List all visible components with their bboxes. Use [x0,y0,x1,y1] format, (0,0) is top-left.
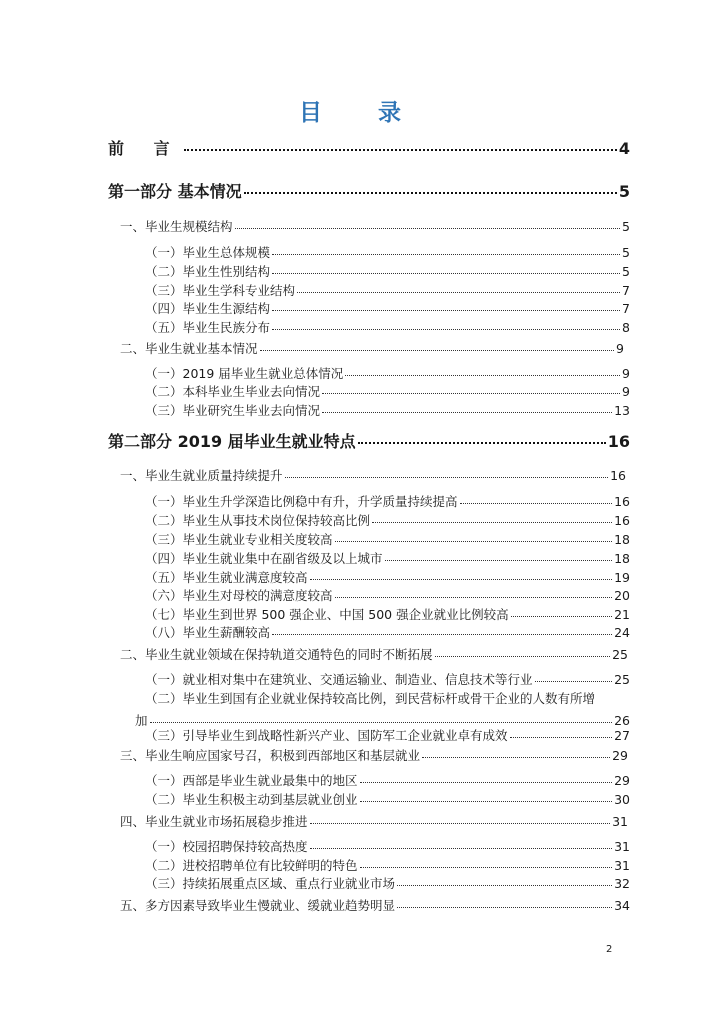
toc-entry-page: 7 [622,301,630,316]
toc-entry-label: （六）毕业生对母校的满意度较高 [145,588,333,603]
dot-leader [335,540,613,542]
toc-entry-label: （三）引导毕业生到战略性新兴产业、国防军工企业就业卓有成效 [145,728,508,743]
dot-leader [272,328,620,330]
dot-leader [310,822,611,824]
toc-entry-page: 5 [622,219,630,234]
toc-entry-page: 16 [607,432,630,451]
dot-leader [260,349,615,351]
toc-entry-label: （四）毕业生生源结构 [145,301,271,316]
dot-leader [435,655,611,657]
dot-leader [335,596,613,598]
toc-entry[interactable] [145,837,630,855]
dot-leader [235,227,621,229]
toc-title: 目 录 [298,100,425,126]
toc-entry-label: （二）毕业生从事技术岗位保持较高比例 [145,513,371,528]
dot-leader [360,866,613,868]
dot-leader [535,680,613,682]
toc-entry[interactable] [120,466,626,484]
toc-entry[interactable] [145,492,630,510]
dot-leader [511,615,612,617]
toc-entry-page: 21 [614,607,630,622]
toc-entry-page: 29 [614,773,630,788]
toc-entry[interactable] [145,401,630,419]
toc-entry-label: 二、毕业生就业领域在保持轨道交通特色的同时不断拓展 [120,647,433,662]
toc-entry-label: （一）毕业生升学深造比例稳中有升，升学质量持续提高 [145,494,458,509]
toc-entry-label: （三）毕业研究生毕业去向情况 [145,403,321,418]
toc-entry-label: （二）本科毕业生毕业去向情况 [145,384,321,399]
toc-entry-label: 二、毕业生就业基本情况 [120,341,258,356]
toc-entry-page: 30 [614,792,630,807]
toc-entry-label: （二）毕业生性别结构 [145,264,271,279]
toc-entry[interactable] [145,874,630,892]
dot-leader [460,502,613,504]
toc-entry-label: （一）2019 届毕业生就业总体情况 [145,366,344,381]
dot-leader [150,721,613,723]
toc-entry[interactable] [145,605,630,623]
toc-entry-page: 27 [614,728,630,743]
toc-entry-page: 5 [622,264,630,279]
dot-leader [297,291,620,293]
toc-entry-page: 20 [614,588,630,603]
toc-entry-page: 24 [614,625,630,640]
toc-entry-label: （七）毕业生到世界 500 强企业、中国 500 强企业就业比例较高 [145,607,509,622]
page-number: 2 [606,944,613,955]
toc-entry-label: （二）毕业生到国有企业就业保持较高比例，到民营标杆或骨干企业的人数有所增 [145,691,596,706]
dot-leader [510,736,613,738]
toc-entry[interactable] [145,530,630,548]
toc-entry-page: 18 [614,551,630,566]
dot-leader [358,441,606,444]
toc-entry-label: （五）毕业生民族分布 [145,320,271,335]
dot-leader [372,521,612,523]
toc-entry-page: 25 [612,647,628,662]
toc-entry[interactable] [145,262,630,280]
dot-leader [360,781,613,783]
toc-entry-page: 9 [622,366,630,381]
toc-entry-page: 31 [612,814,628,829]
toc-entry-label: 第一部分 基本情况 [108,182,242,201]
toc-entry-label: （八）毕业生薪酬较高 [145,625,271,640]
toc-entry[interactable] [145,243,630,261]
toc-entry-page: 5 [618,182,630,201]
toc-entry-page: 7 [622,283,630,298]
toc-entry-page: 19 [614,570,630,585]
toc-entry-label: （一）毕业生总体规模 [145,245,271,260]
dot-leader [422,756,610,758]
toc-entry-page: 9 [622,384,630,399]
toc-entry-label: 第二部分 2019 届毕业生就业特点 [108,432,356,451]
toc-entry[interactable] [145,318,630,336]
dot-leader [322,411,612,413]
dot-leader [345,374,620,376]
toc-entry-label: （一）校园招聘保持较高热度 [145,839,308,854]
toc-entry[interactable] [145,771,630,789]
toc-entry[interactable] [145,586,630,604]
dot-leader [272,253,620,255]
toc-entry-label: （三）毕业生就业专业相关度较高 [145,532,333,547]
dot-leader [310,578,613,580]
toc-entry[interactable] [145,299,630,317]
toc-entry[interactable] [120,812,628,830]
toc-entry-page: 34 [614,898,630,913]
toc-entry-page: 5 [622,245,630,260]
toc-entry-page: 31 [614,839,630,854]
toc-entry[interactable] [120,339,624,357]
dot-leader [272,633,612,635]
dot-leader [360,800,613,802]
toc-entry-label: （二）进校招聘单位有比较鲜明的特色 [145,858,358,873]
toc-entry-label: 五、多方因素导致毕业生慢就业、缓就业趋势明显 [120,898,396,913]
toc-entry-part1[interactable] [108,179,630,202]
toc-entry-label: （一）西部是毕业生就业最集中的地区 [145,773,358,788]
toc-entry-label: （四）毕业生就业集中在副省级及以上城市 [145,551,383,566]
toc-entry-multiline[interactable] [135,689,630,729]
toc-entry-page: 25 [614,672,630,687]
dot-leader [397,884,612,886]
toc-entry-label: （二）毕业生积极主动到基层就业创业 [145,792,358,807]
toc-entry[interactable] [120,645,628,663]
dot-leader [244,191,617,194]
dot-leader [184,148,617,151]
toc-entry[interactable] [145,511,630,529]
toc-entry-page: 8 [622,320,630,335]
dot-leader [285,476,609,478]
toc-entry-page: 26 [614,713,630,728]
toc-entry-label: （一）就业相对集中在建筑业、交通运输业、制造业、信息技术等行业 [145,672,533,687]
toc-entry-page: 29 [612,748,628,763]
toc-entry[interactable] [145,623,630,641]
toc-entry-page: 32 [614,876,630,891]
toc-entry[interactable] [145,856,630,874]
toc-entry[interactable] [145,281,630,299]
toc-entry[interactable] [145,549,630,567]
dot-leader [272,309,620,311]
toc-entry-page: 9 [616,341,624,356]
toc-entry-label: 前 言 [108,139,182,158]
dot-leader [310,847,613,849]
toc-entry-page: 16 [610,468,626,483]
toc-entry-label: 四、毕业生就业市场拓展稳步推进 [120,814,308,829]
dot-leader [385,559,613,561]
toc-entry[interactable] [120,217,630,235]
toc-entry-label: （三）持续拓展重点区域、重点行业就业市场 [145,876,396,891]
toc-entry-page: 13 [614,403,630,418]
toc-entry-page: 31 [614,858,630,873]
toc-entry-page: 18 [614,532,630,547]
toc-entry[interactable] [145,382,630,400]
toc-entry-page: 16 [614,513,630,528]
toc-entry-label: 一、毕业生就业质量持续提升 [120,468,283,483]
toc-entry[interactable] [145,790,630,808]
toc-entry-page: 4 [618,139,630,158]
toc-entry[interactable] [145,364,630,382]
toc-entry-page: 16 [614,494,630,509]
toc-entry[interactable] [145,568,630,586]
toc-entry-label: （三）毕业生学科专业结构 [145,283,296,298]
dot-leader [322,392,620,394]
toc-entry-label: 一、毕业生规模结构 [120,219,233,234]
dot-leader [272,272,620,274]
toc-entry-part2[interactable] [108,429,630,452]
toc-entry[interactable] [120,896,630,914]
dot-leader [397,906,612,908]
toc-entry-preface[interactable] [108,136,630,159]
toc-entry[interactable] [145,726,630,744]
toc-entry[interactable] [145,670,630,688]
toc-entry-label: 三、毕业生响应国家号召，积极到西部地区和基层就业 [120,748,421,763]
toc-entry[interactable] [120,746,628,764]
toc-entry-label-cont: 加 [135,713,148,728]
toc-entry-label: （五）毕业生就业满意度较高 [145,570,308,585]
